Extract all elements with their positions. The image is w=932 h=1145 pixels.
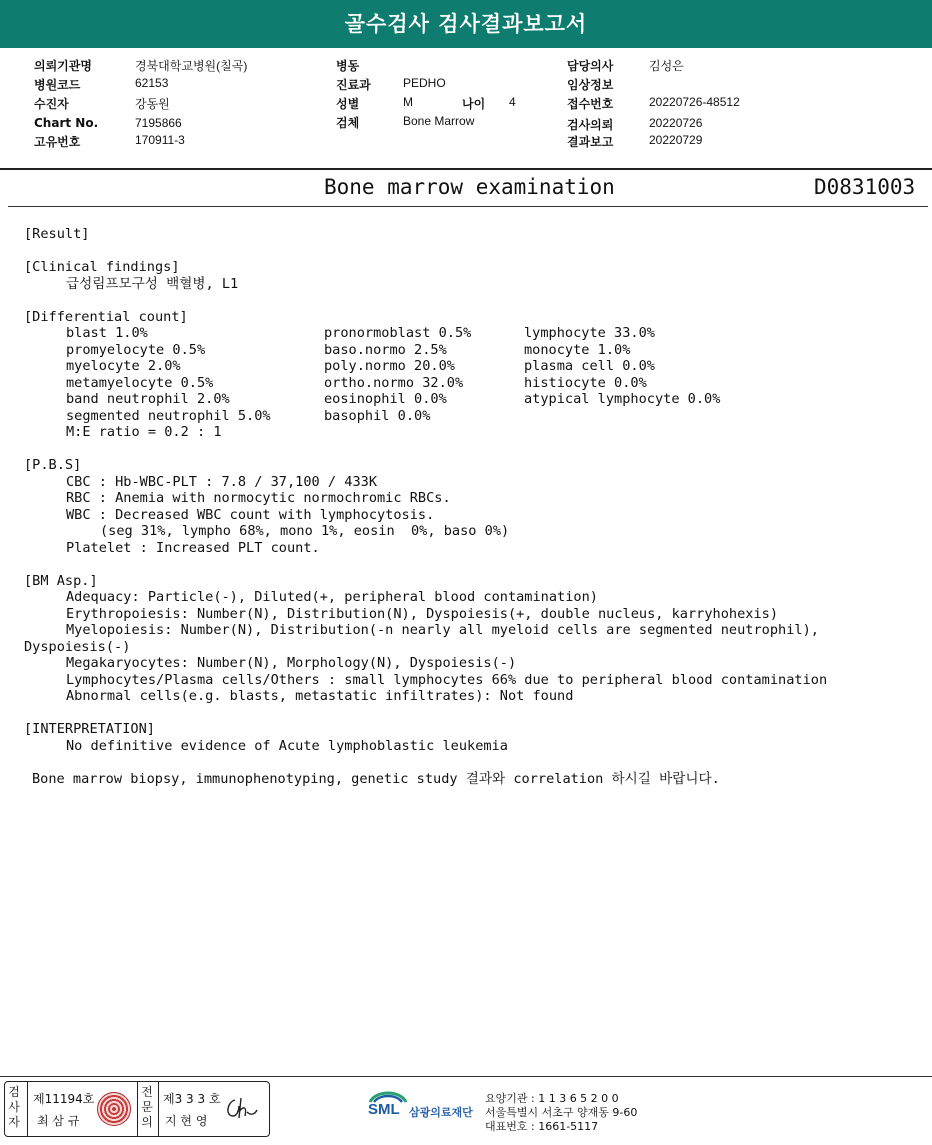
label-ward: 병동	[336, 59, 360, 73]
report-body	[24, 226, 924, 787]
label-department: 진료과	[336, 78, 371, 92]
bm-asp-header: [BM Asp.]	[24, 572, 98, 589]
pbs-wbc-detail: (seg 31%, lympho 68%, mono 1%, eosin 0%, baso 0%)	[100, 523, 510, 539]
bm-erythropoiesis: Erythropoiesis: Number(N), Distribution(N), Dyspoiesis(+, double nucleus, karryhohexis)	[66, 605, 779, 622]
inspector-license-no: 제11194호	[33, 1092, 95, 1106]
diff-cell: baso.normo 2.5%	[324, 341, 447, 358]
interpretation-header: [INTERPRETATION]	[24, 721, 155, 737]
value-sex: M	[403, 95, 413, 109]
diff-cell: ortho.normo 32.0%	[324, 374, 464, 391]
label-chart-no: Chart No.	[34, 116, 99, 130]
official-seal-icon	[97, 1092, 131, 1126]
label-age: 나이	[462, 97, 486, 111]
diff-cell: lymphocyte 33.0%	[524, 325, 655, 341]
diff-cell: pronormoblast 0.5%	[324, 325, 472, 341]
label-sex: 성별	[336, 97, 360, 111]
bm-myelopoiesis: Myelopoiesis: Number(N), Distribution(-n nearly all myeloid cells are segmented neutrophil),	[66, 622, 819, 638]
diff-cell: poly.normo 20.0%	[324, 358, 455, 374]
label-clinical-info: 임상정보	[567, 78, 614, 92]
diff-cell: myelocyte 2.0%	[66, 358, 181, 374]
value-patient-name: 강동원	[135, 97, 170, 111]
diff-row	[24, 325, 924, 342]
pbs-rbc: RBC : Anemia with normocytic normochromic RBCs.	[66, 490, 451, 506]
diff-cell: plasma cell 0.0%	[524, 358, 655, 374]
interpretation-text: No definitive evidence of Acute lymphoblastic leukemia	[66, 737, 508, 754]
label-specimen: 검체	[336, 116, 360, 130]
sml-logo-text: SML	[368, 1101, 400, 1118]
value-age: 4	[509, 95, 516, 109]
differential-count-header: [Differential count]	[24, 308, 188, 325]
report-banner-title: 골수검사 검사결과보고서	[0, 0, 932, 48]
diff-cell: metamyelocyte 0.5%	[66, 374, 214, 391]
label-report-date: 결과보고	[567, 135, 614, 149]
exam-title: Bone marrow examination	[324, 175, 615, 199]
diff-cell: histiocyte 0.0%	[524, 374, 647, 391]
organization-name: 삼광의료재단	[409, 1106, 473, 1119]
value-chart-no: 7195866	[135, 116, 182, 130]
header-divider	[0, 168, 932, 170]
diff-cell: segmented neutrophil 5.0%	[66, 407, 271, 424]
organization-phone: 대표번호 : 1661-5117	[485, 1120, 599, 1133]
specialist-name: 지 현 영	[165, 1114, 208, 1128]
diff-cell: monocyte 1.0%	[524, 341, 631, 358]
organization-address: 서울특별시 서초구 양재동 9-60	[485, 1106, 638, 1119]
me-ratio: M:E ratio = 0.2 : 1	[66, 424, 222, 440]
label-inspector: 검사자	[8, 1085, 20, 1129]
value-department: PEDHO	[403, 76, 446, 90]
diff-row	[24, 375, 924, 392]
clinical-findings-text: 급성림프모구성 백혈병, L1	[66, 275, 239, 292]
inspector-name: 최 삼 규	[37, 1114, 80, 1128]
exam-code: D0831003	[814, 175, 916, 199]
label-physician: 담당의사	[567, 59, 614, 73]
value-receipt-no: 20220726-48512	[649, 95, 740, 109]
specialist-license-no: 제3 3 3 호	[163, 1092, 221, 1106]
value-requesting-institution: 경북대학교병원(칠곡)	[135, 59, 248, 73]
label-requesting-institution: 의뢰기관명	[34, 59, 92, 73]
pbs-header: [P.B.S]	[24, 457, 82, 473]
bm-lymphocytes: Lymphocytes/Plasma cells/Others : small lymphocytes 66% due to peripheral blood contamination	[66, 671, 828, 688]
clinical-findings-header: [Clinical findings]	[24, 259, 180, 275]
diff-cell: basophil 0.0%	[324, 407, 431, 424]
diff-cell: atypical lymphocyte 0.0%	[524, 391, 721, 407]
pbs-platelet: Platelet : Increased PLT count.	[66, 539, 320, 556]
value-report-date: 20220729	[649, 133, 703, 147]
diff-cell: eosinophil 0.0%	[324, 391, 447, 407]
pbs-wbc: WBC : Decreased WBC count with lymphocytosis.	[66, 506, 435, 523]
bm-megakaryocytes: Megakaryocytes: Number(N), Morphology(N), Dyspoiesis(-)	[66, 655, 517, 671]
bm-myelopoiesis-cont: Dyspoiesis(-)	[24, 638, 131, 655]
result-header: [Result]	[24, 226, 90, 242]
signature-icon	[223, 1094, 263, 1124]
label-request-date: 검사의뢰	[567, 118, 614, 132]
diff-row	[24, 342, 924, 359]
bm-adequacy: Adequacy: Particle(-), Diluted(+, peripheral blood contamination)	[66, 589, 598, 605]
diff-row	[24, 358, 924, 375]
value-specimen: Bone Marrow	[403, 114, 475, 128]
value-request-date: 20220726	[649, 116, 703, 130]
footer-divider	[0, 1076, 932, 1077]
value-hospital-code: 62153	[135, 76, 169, 90]
label-specialist: 전문의	[141, 1085, 153, 1129]
diff-row	[24, 391, 924, 408]
diff-row	[24, 408, 924, 425]
label-unique-id: 고유번호	[34, 135, 81, 149]
label-hospital-code: 병원코드	[34, 78, 81, 92]
diff-cell: promyelocyte 0.5%	[66, 341, 206, 358]
title-divider	[8, 206, 928, 207]
signature-box	[4, 1081, 270, 1137]
value-physician: 김성은	[649, 59, 684, 73]
pbs-cbc: CBC : Hb-WBC-PLT : 7.8 / 37,100 / 433K	[66, 473, 377, 490]
value-unique-id: 170911-3	[135, 133, 185, 147]
diff-cell: blast 1.0%	[66, 325, 148, 341]
label-receipt-no: 접수번호	[567, 97, 614, 111]
institution-number: 요양기관 : 1 1 3 6 5 2 0 0	[485, 1092, 619, 1105]
recommendation-text: Bone marrow biopsy, immunophenotyping, genetic study 결과와 correlation 하시길 바랍니다.	[32, 770, 720, 787]
label-patient-name: 수진자	[34, 97, 69, 111]
diff-cell: band neutrophil 2.0%	[66, 391, 230, 407]
bm-abnormal-cells: Abnormal cells(e.g. blasts, metastatic infiltrates): Not found	[66, 688, 574, 704]
